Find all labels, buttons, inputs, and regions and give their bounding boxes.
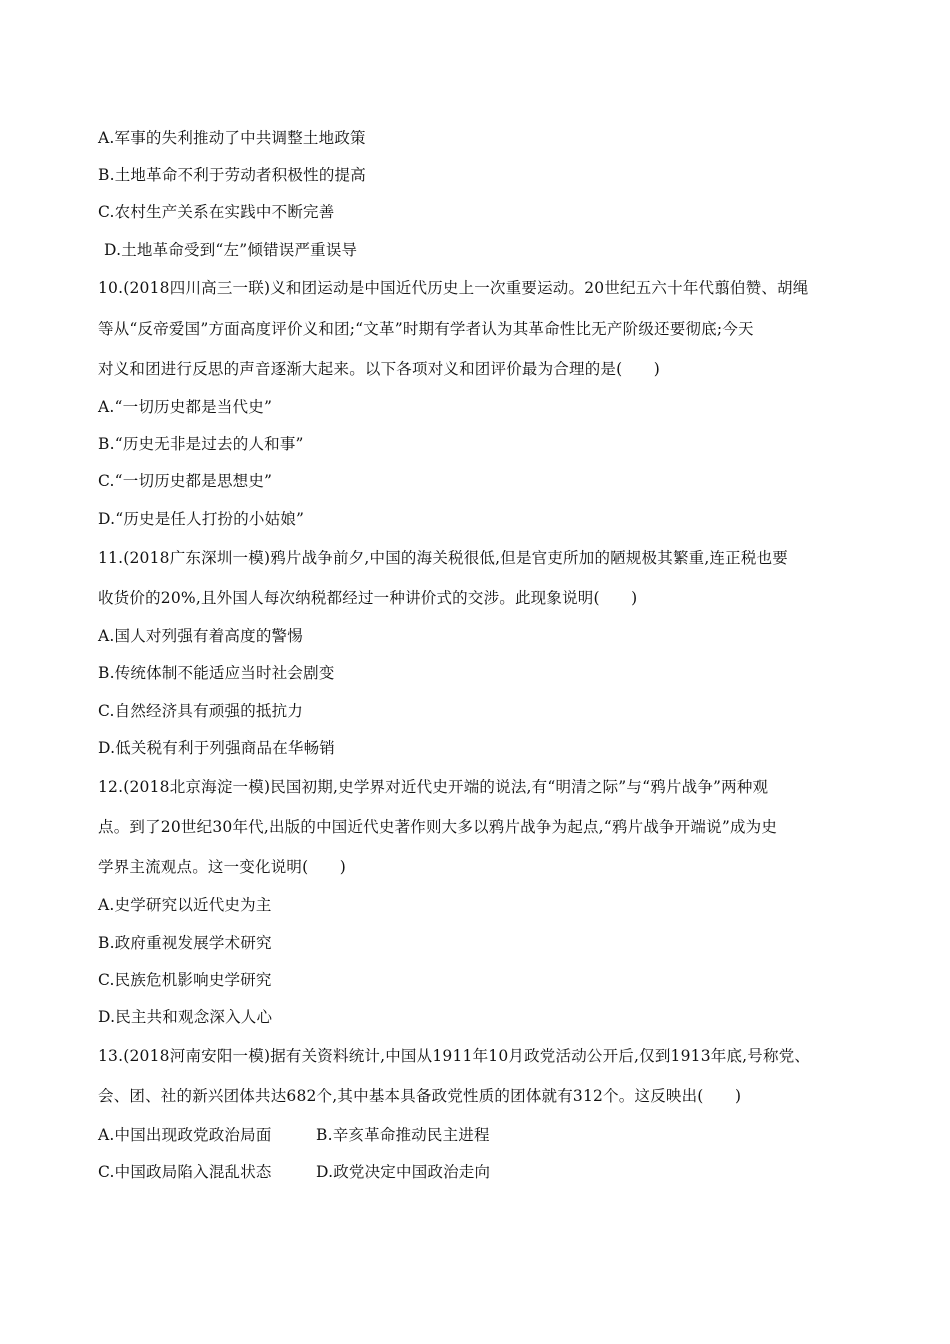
q10-option-c: C.“一切历史都是思想史” xyxy=(98,472,273,490)
q9-option-c: C.农村生产关系在实践中不断完善 xyxy=(98,203,335,221)
q13-option-a: A.中国出现政党政治局面 xyxy=(98,1126,272,1144)
q13-options-row1 xyxy=(98,1124,490,1146)
q13-option-d: D.政党决定中国政治走向 xyxy=(316,1163,491,1181)
q12-option-d: D.民主共和观念深入人心 xyxy=(98,1008,273,1026)
q13-stem-line1: 13.(2018河南安阳一模)据有关资料统计,中国从1911年10月政党活动公开后,仅到1913年底,号称党、 xyxy=(98,1047,811,1065)
q13-stem-line2: 会、团、社的新兴团体共达682个,其中基本具备政党性质的团体就有312个。这反映出( ) xyxy=(98,1087,742,1105)
q11-option-b: B.传统体制不能适应当时社会剧变 xyxy=(98,664,335,682)
q10-stem-line1: 10.(2018四川高三一联)义和团运动是中国近代历史上一次重要运动。20世纪五六十年代翦伯赞、胡绳 xyxy=(98,279,809,297)
q11-option-d: D.低关税有利于列强商品在华畅销 xyxy=(98,739,336,757)
q10-stem-line3: 对义和团进行反思的声音逐渐大起来。以下各项对义和团评价最为合理的是( ) xyxy=(98,360,660,378)
q11-stem-line1: 11.(2018广东深圳一模)鸦片战争前夕,中国的海关税很低,但是官吏所加的陋规极其繁重,连正税也要 xyxy=(98,549,788,567)
q10-option-a: A.“一切历史都是当代史” xyxy=(98,398,273,416)
q11-option-c: C.自然经济具有顽强的抵抗力 xyxy=(98,702,304,720)
q11-stem-line2: 收货价的20%,且外国人每次纳税都经过一种讲价式的交涉。此现象说明( ) xyxy=(98,589,638,607)
q12-stem-line3: 学界主流观点。这一变化说明( ) xyxy=(98,858,346,876)
q13-options-row2 xyxy=(98,1161,490,1183)
q13-option-b: B.辛亥革命推动民主进程 xyxy=(316,1126,490,1144)
q9-option-b: B.土地革命不利于劳动者积极性的提高 xyxy=(98,166,366,184)
q10-option-d: D.“历史是任人打扮的小姑娘” xyxy=(98,510,305,528)
q10-option-b: B.“历史无非是过去的人和事” xyxy=(98,435,304,453)
q12-option-c: C.民族危机影响史学研究 xyxy=(98,971,272,989)
q13-option-c: C.中国政局陷入混乱状态 xyxy=(98,1163,272,1181)
q9-option-d: D.土地革命受到“左”倾错误严重误导 xyxy=(104,241,358,259)
q11-option-a: A.国人对列强有着高度的警惕 xyxy=(98,627,303,645)
q12-stem-line1: 12.(2018北京海淀一模)民国初期,史学界对近代史开端的说法,有“明清之际”与“鸦片战争”两种观 xyxy=(98,778,769,796)
q9-option-a: A.军事的失利推动了中共调整土地政策 xyxy=(98,129,366,147)
q12-stem-line2: 点。到了20世纪30年代,出版的中国近代史著作则大多以鸦片战争为起点,“鸦片战争开端说”成为史 xyxy=(98,818,778,836)
q12-option-a: A.史学研究以近代史为主 xyxy=(98,896,272,914)
q12-option-b: B.政府重视发展学术研究 xyxy=(98,934,272,952)
q10-stem-line2: 等从“反帝爱国”方面高度评价义和团;“文革”时期有学者认为其革命性比无产阶级还要彻底;今天 xyxy=(98,320,754,338)
